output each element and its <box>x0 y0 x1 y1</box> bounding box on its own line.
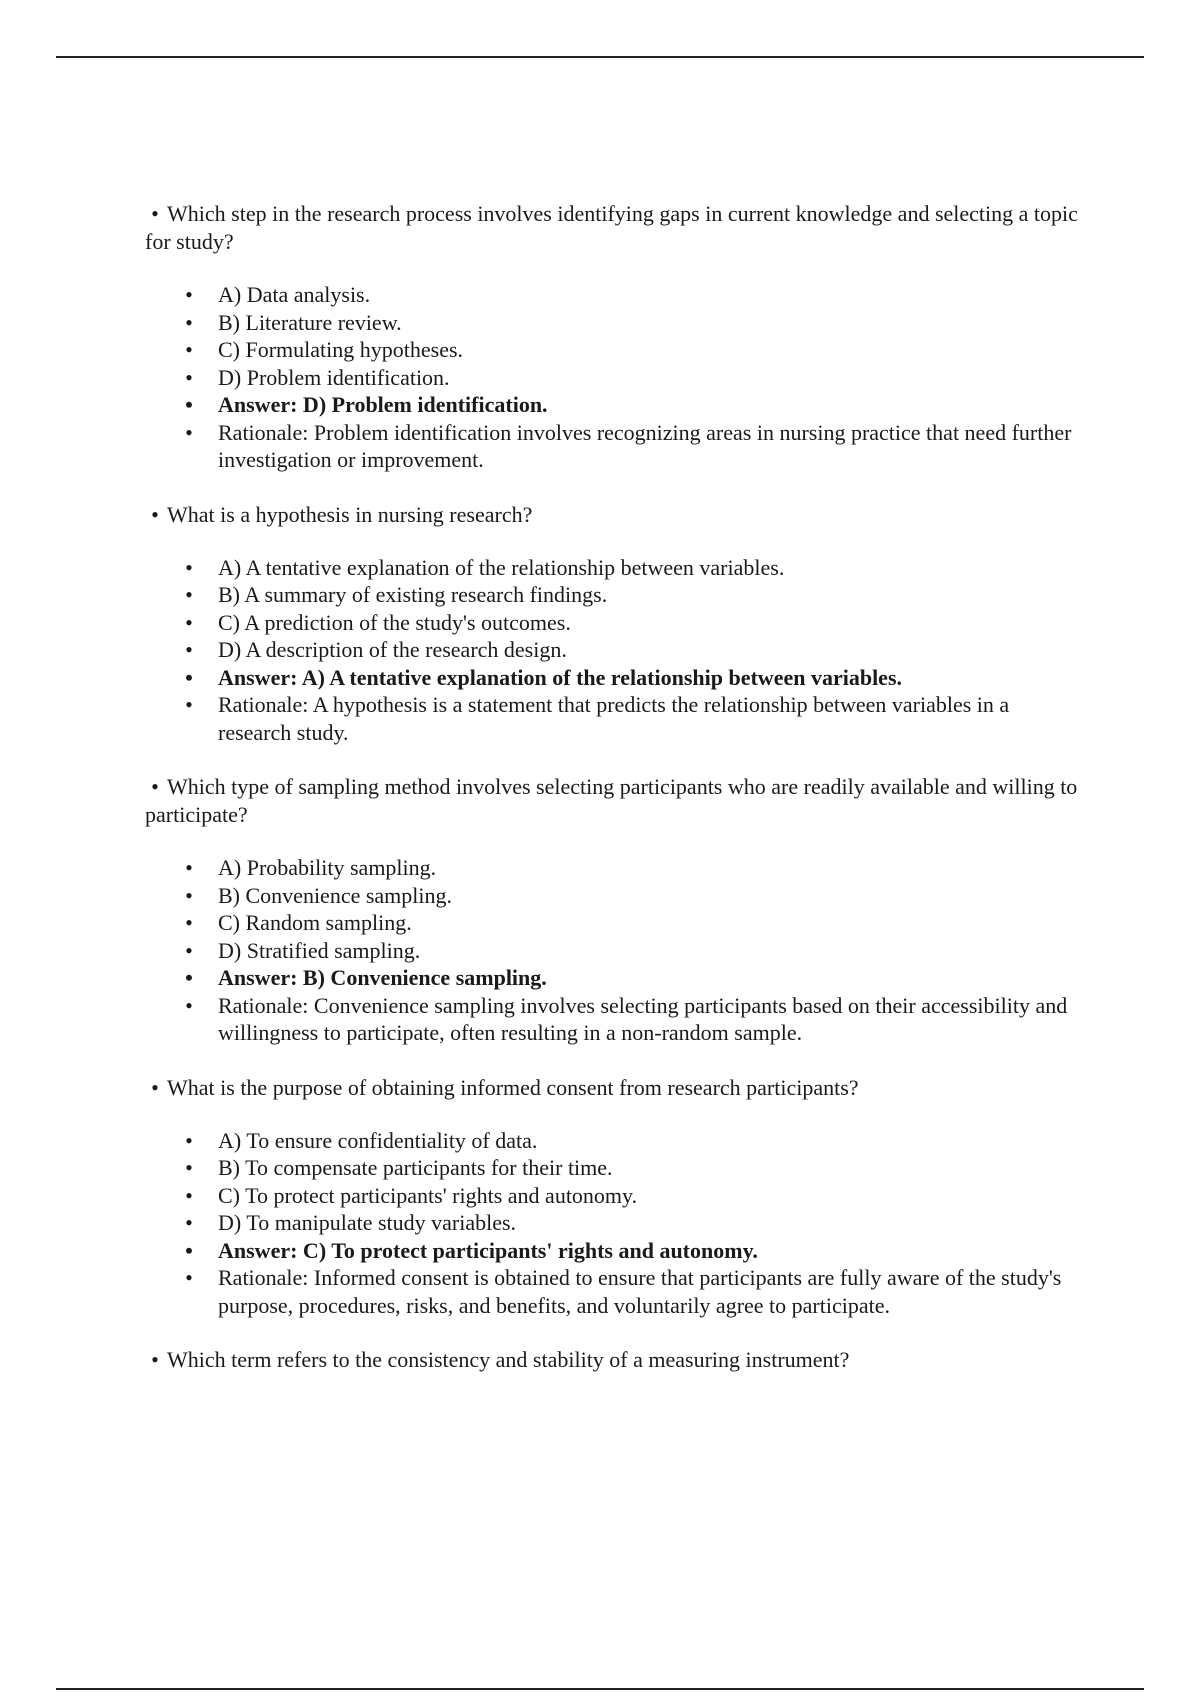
bullet-icon: • <box>185 337 193 362</box>
question-text: • What is the purpose of obtaining informed consent from research participants? <box>145 1074 1085 1102</box>
bullet-icon: • <box>151 501 159 527</box>
bullet-icon: • <box>151 201 159 226</box>
option-item: • C) Formulating hypotheses. <box>145 336 1085 364</box>
option-item: • D) Stratified sampling. <box>145 937 1085 965</box>
bullet-icon: • <box>185 582 193 607</box>
rationale-item: • Rationale: Convenience sampling involves selecting participants based on their accessibility and willingness to participate, often resulting in a non-random sample. <box>145 992 1085 1047</box>
bullet-icon: • <box>185 1182 193 1208</box>
question-block <box>145 501 1085 747</box>
bullet-icon: • <box>185 282 193 307</box>
bullet-icon: • <box>185 309 193 335</box>
question-text: • What is a hypothesis in nursing research? <box>145 501 1085 529</box>
option-item: • D) A description of the research design. <box>145 636 1085 664</box>
bottom-rule <box>56 1688 1144 1690</box>
question-text: • Which step in the research process involves identifying gaps in current knowledge and selecting a topic for study? <box>145 201 1078 254</box>
bullet-icon: • <box>151 1074 159 1100</box>
bullet-icon: • <box>185 419 193 445</box>
option-list <box>145 1127 1085 1320</box>
answer-item: • Answer: A) A tentative explanation of the relationship between variables. <box>145 664 1085 692</box>
option-item: • B) To compensate participants for their time. <box>145 1154 1085 1182</box>
option-item: • C) A prediction of the study's outcomes. <box>145 609 1085 637</box>
question-block <box>145 1346 1085 1374</box>
option-item: • A) Probability sampling. <box>145 854 1085 882</box>
bullet-icon: • <box>151 1347 159 1372</box>
bullet-icon: • <box>185 1155 193 1180</box>
bullet-icon: • <box>185 554 193 580</box>
bullet-icon: • <box>185 855 193 880</box>
bullet-icon: • <box>185 910 193 935</box>
bullet-icon: • <box>185 882 193 908</box>
bullet-icon: • <box>185 1210 193 1235</box>
bullet-icon: • <box>185 965 193 990</box>
document-body <box>145 200 1085 1374</box>
rationale-item: • Rationale: A hypothesis is a statement that predicts the relationship between variables in a research study. <box>145 691 1085 746</box>
question-text: • Which term refers to the consistency and stability of a measuring instrument? <box>145 1346 1085 1374</box>
answer-item: • Answer: C) To protect participants' rights and autonomy. <box>145 1237 1085 1265</box>
bullet-icon: • <box>185 937 193 963</box>
bullet-icon: • <box>185 392 193 417</box>
bullet-icon: • <box>185 1265 193 1290</box>
option-item: • B) Convenience sampling. <box>145 882 1085 910</box>
option-item: • B) Literature review. <box>145 309 1085 337</box>
question-text: • Which type of sampling method involves selecting participants who are readily available and willing to participate? <box>145 774 1078 827</box>
option-item: • A) A tentative explanation of the relationship between variables. <box>145 554 1085 582</box>
bullet-icon: • <box>151 774 159 799</box>
bullet-icon: • <box>185 664 193 690</box>
top-rule <box>56 56 1144 58</box>
option-item: • D) To manipulate study variables. <box>145 1209 1085 1237</box>
answer-item: • Answer: B) Convenience sampling. <box>145 964 1085 992</box>
option-list <box>145 281 1085 474</box>
question-block <box>145 200 1085 474</box>
question-block <box>145 773 1085 1047</box>
option-list <box>145 554 1085 747</box>
option-item: • C) To protect participants' rights and autonomy. <box>145 1182 1085 1210</box>
option-item: • B) A summary of existing research findings. <box>145 581 1085 609</box>
bullet-icon: • <box>185 609 193 635</box>
option-item: • C) Random sampling. <box>145 909 1085 937</box>
bullet-icon: • <box>185 637 193 662</box>
option-item: • A) Data analysis. <box>145 281 1085 309</box>
bullet-icon: • <box>185 692 193 717</box>
bullet-icon: • <box>185 364 193 390</box>
rationale-item: • Rationale: Problem identification involves recognizing areas in nursing practice that need further investigation or improvement. <box>145 419 1085 474</box>
answer-item: • Answer: D) Problem identification. <box>145 391 1085 419</box>
bullet-icon: • <box>185 1127 193 1153</box>
bullet-icon: • <box>185 1237 193 1263</box>
question-block <box>145 1074 1085 1320</box>
option-list <box>145 854 1085 1047</box>
option-item: • D) Problem identification. <box>145 364 1085 392</box>
option-item: • A) To ensure confidentiality of data. <box>145 1127 1085 1155</box>
rationale-item: • Rationale: Informed consent is obtained to ensure that participants are fully aware of the study's purpose, procedures, risks, and benefits, and voluntarily agree to participate. <box>145 1264 1085 1319</box>
bullet-icon: • <box>185 992 193 1018</box>
